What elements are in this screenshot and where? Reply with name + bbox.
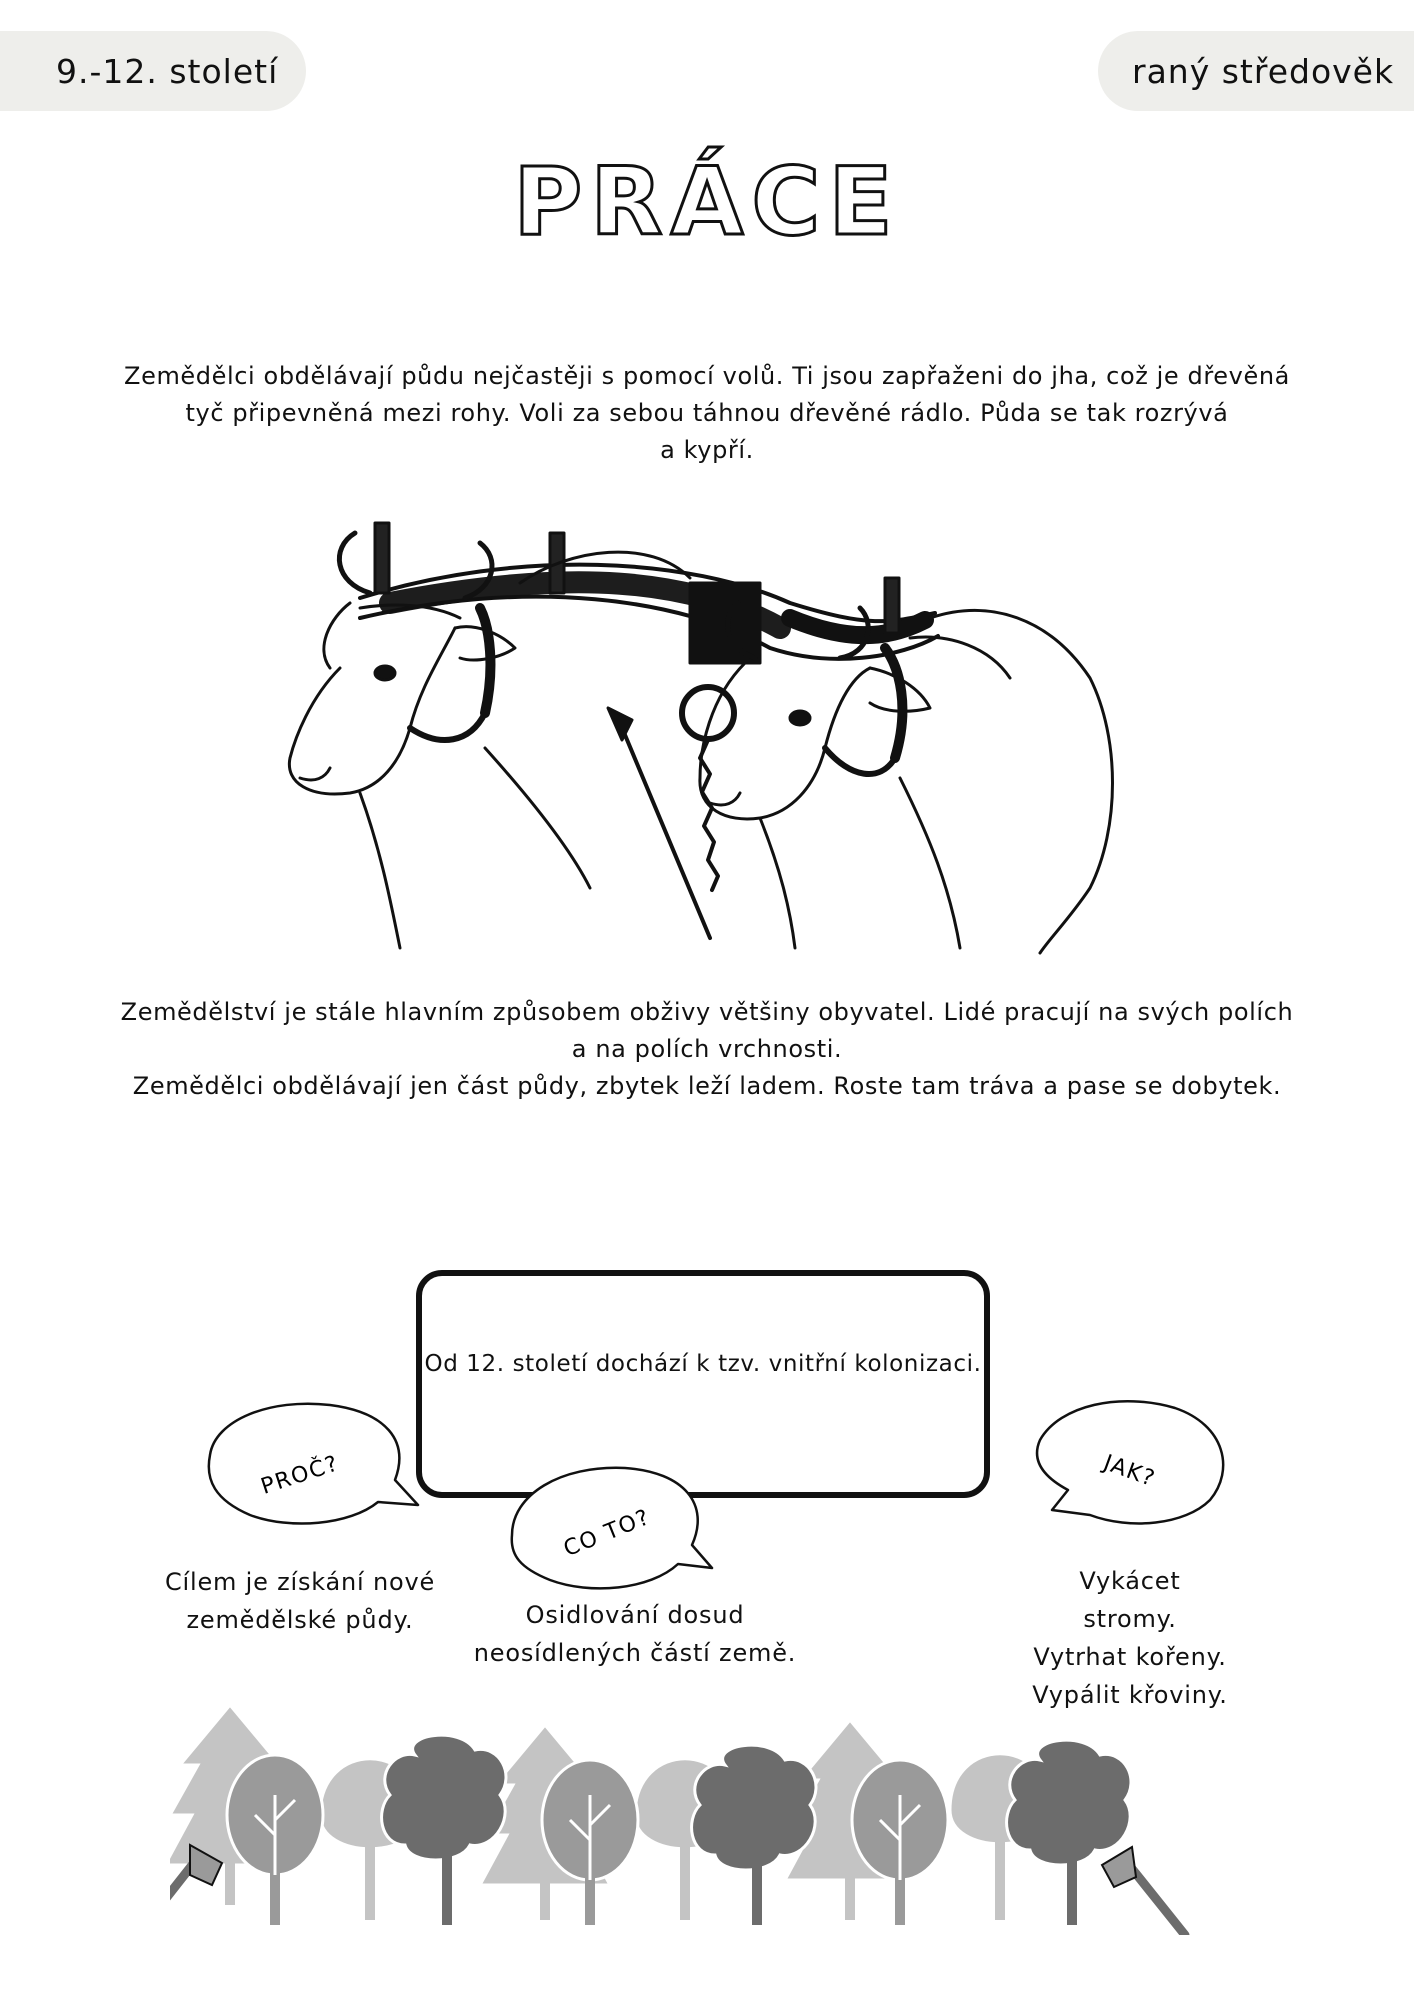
why-answer-line: Cílem je získání nové <box>164 1568 436 1596</box>
farming-line: Zemědělství je stále hlavním způsobem obživy většiny obyvatel. Lidé pracují na svých polích <box>120 998 1294 1026</box>
how-answer-line: Vykácet stromy. <box>1079 1567 1181 1633</box>
what-answer-line: Osidlování dosud <box>525 1601 745 1629</box>
what-bubble-label: CO TO? <box>560 1504 655 1563</box>
why-answer <box>140 1563 460 1639</box>
intro-line: tyč připevněná mezi rohy. Voli za sebou táhnou dřevěné rádlo. Půda se tak rozrývá <box>185 399 1229 427</box>
why-bubble-label: PROČ? <box>258 1451 343 1500</box>
page-title: PRÁCE <box>513 148 901 257</box>
farming-line: a na polích vrchnosti. <box>571 1035 843 1063</box>
period-tag-label: 9.-12. století <box>56 51 279 91</box>
oval-tree-icon <box>852 1760 948 1925</box>
era-tag-label: raný středověk <box>1132 51 1395 91</box>
how-answer-line: Vypálit křoviny. <box>1032 1681 1228 1709</box>
bushy-tree-icon <box>1007 1740 1131 1925</box>
bushy-tree-icon <box>382 1735 506 1925</box>
colonization-text: Od 12. století dochází k tzv. vnitřní kolonizaci. <box>424 1351 982 1377</box>
how-answer-line: Vytrhat kořeny. <box>1033 1643 1227 1671</box>
oval-tree-icon <box>227 1755 323 1925</box>
why-answer-line: zemědělské půdy. <box>186 1606 414 1634</box>
bushy-tree-icon <box>692 1745 816 1925</box>
how-bubble-label: JAK? <box>1100 1450 1159 1493</box>
how-answer <box>1030 1562 1230 1714</box>
forest-illustration <box>170 1695 1210 1935</box>
intro-line: Zemědělci obdělávají půdu nejčastěji s pomocí volů. Ti jsou zapřaženi do jha, což je dřevěná <box>124 362 1290 390</box>
oval-tree-icon <box>542 1760 638 1925</box>
intro-line: a kypří. <box>660 436 754 464</box>
farming-line: Zemědělci obdělávají jen část půdy, zbytek leží ladem. Roste tam tráva a pase se dobytek. <box>132 1072 1282 1100</box>
axe-icon <box>1102 1847 1185 1935</box>
what-answer-line: neosídlených částí země. <box>473 1639 797 1667</box>
what-answer <box>460 1596 810 1672</box>
